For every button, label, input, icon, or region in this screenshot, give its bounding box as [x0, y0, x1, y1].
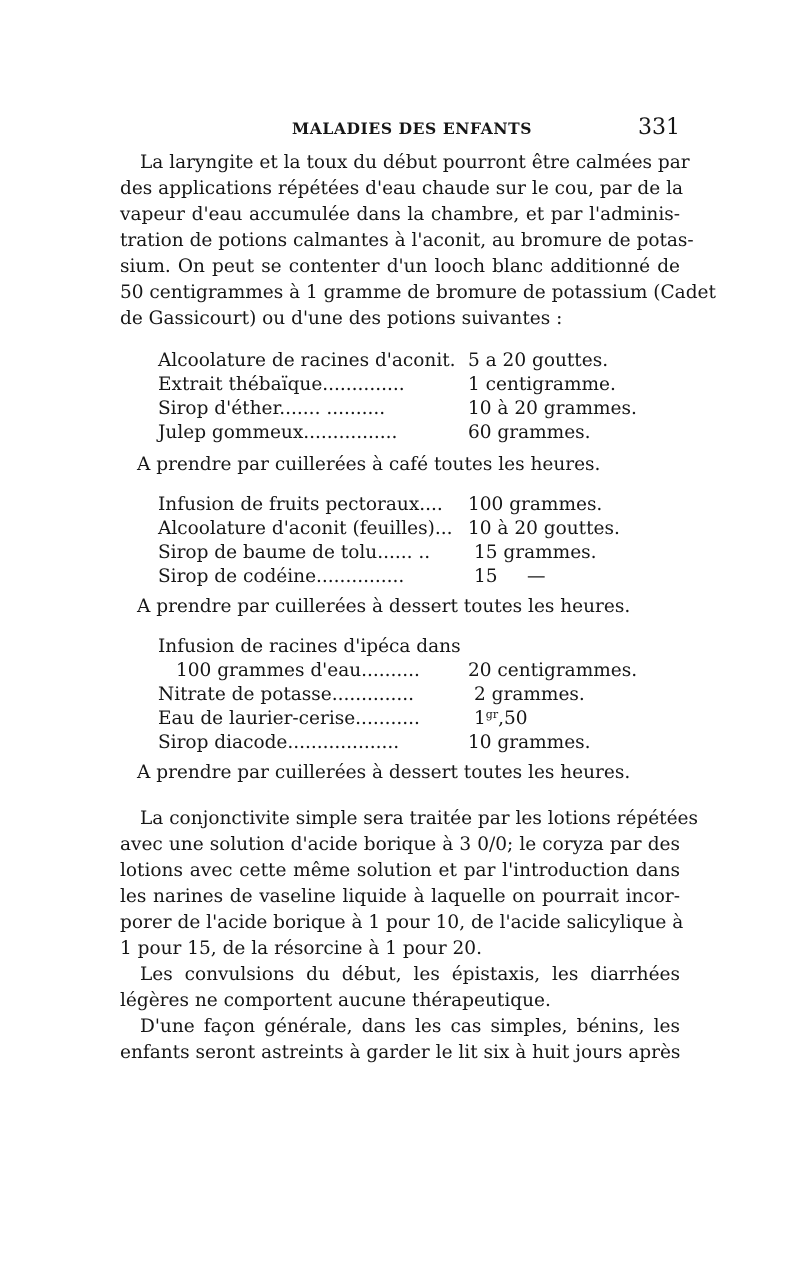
quantity: 10 à 20 grammes. [468, 398, 637, 419]
instruction-line: A prendre par cuillerées à dessert toutes les heures. [137, 762, 631, 783]
ingredient: Eau de laurier-cerise........... [158, 708, 420, 729]
text-line: D'une façon générale, dans les cas simples, bénins, les [140, 1016, 680, 1037]
quantity: 100 grammes. [468, 494, 603, 515]
text-line: 1 pour 15, de la résorcine à 1 pour 20. [120, 938, 482, 959]
ingredient: Infusion de racines d'ipéca dans [158, 636, 461, 657]
instruction-line: A prendre par cuillerées à café toutes les heures. [137, 454, 601, 475]
formula-aconit [158, 350, 658, 446]
formula-row [158, 708, 658, 732]
formula-row [158, 542, 658, 566]
running-title: MALADIES DES ENFANTS [292, 119, 533, 138]
formula-row [158, 350, 658, 374]
text-line: La conjonctivite simple sera traitée par les lotions répétées [140, 808, 698, 829]
formula-row [158, 660, 658, 684]
text-line: Les convulsions du début, les épistaxis, les diarrhées [140, 964, 680, 985]
ingredient: Alcoolature de racines d'aconit. [158, 350, 456, 371]
general-paragraph [120, 1014, 680, 1066]
text-line: légères ne comportent aucune thérapeutique. [120, 990, 551, 1011]
quantity: 2 grammes. [474, 684, 585, 705]
ingredient: 100 grammes d'eau.......... [176, 660, 420, 681]
page-header [120, 115, 680, 145]
quantity-tail: ,50 [498, 708, 528, 729]
quantity [474, 708, 528, 729]
formula-row [158, 636, 658, 660]
text-line: porer de l'acide borique à 1 pour 10, de l'acide salicylique à [120, 912, 684, 933]
text-line: sium. On peut se contenter d'un looch blanc additionné de [120, 256, 680, 277]
text-line: La laryngite et la toux du début pourront être calmées par [140, 152, 690, 173]
formula-row [158, 422, 658, 446]
quantity: 10 grammes. [468, 732, 591, 753]
quantity: 5 a 20 gouttes. [468, 350, 609, 371]
formula-row [158, 566, 658, 590]
formula-row [158, 518, 658, 542]
ingredient: Julep gommeux................ [158, 422, 398, 443]
page-number: 331 [638, 115, 680, 140]
quantity: 1 centigramme. [468, 374, 616, 395]
ingredient: Sirop diacode................... [158, 732, 400, 753]
ingredient: Extrait thébaïque.............. [158, 374, 405, 395]
quantity: 15 grammes. [474, 542, 597, 563]
ingredient: Sirop de baume de tolu...... .. [158, 542, 431, 563]
formula-ipeca [158, 636, 658, 756]
text-line: lotions avec cette même solution et par l'introduction dans [120, 860, 680, 881]
formula-row [158, 732, 658, 756]
quantity: 15 — [474, 566, 546, 587]
quantity: 20 centigrammes. [468, 660, 638, 681]
ingredient: Sirop de codéine............... [158, 566, 405, 587]
quantity: 10 à 20 gouttes. [468, 518, 620, 539]
text-line: les narines de vaseline liquide à laquelle on pourrait incor- [120, 886, 680, 907]
ingredient: Alcoolature d'aconit (feuilles)... [158, 518, 453, 539]
intro-paragraph [120, 150, 716, 332]
quantity-unit: gr [485, 708, 499, 721]
quantity: 60 grammes. [468, 422, 591, 443]
formula-row [158, 684, 658, 708]
formula-row [158, 494, 658, 518]
formula-row [158, 374, 658, 398]
ingredient: Infusion de fruits pectoraux.... [158, 494, 443, 515]
text-line: enfants seront astreints à garder le lit six à huit jours après [120, 1042, 681, 1063]
convulsions-paragraph [120, 962, 680, 1014]
text-line: 50 centigrammes à 1 gramme de bromure de potassium (Cadet [120, 282, 716, 303]
formula-row [158, 398, 658, 422]
ingredient: Nitrate de potasse.............. [158, 684, 415, 705]
text-line: avec une solution d'acide borique à 3 0/0; le coryza par des [120, 834, 680, 855]
ingredient: Sirop d'éther....... .......... [158, 398, 386, 419]
quantity-main: 1 [474, 708, 486, 729]
text-line: de Gassicourt) ou d'une des potions suivantes : [120, 308, 563, 329]
formula-pectoral [158, 494, 658, 590]
instruction-line: A prendre par cuillerées à dessert toutes les heures. [137, 596, 631, 617]
text-line: tration de potions calmantes à l'aconit, au bromure de potas- [120, 230, 694, 251]
conjonctivite-paragraph [120, 806, 698, 962]
text-line: des applications répétées d'eau chaude sur le cou, par de la [120, 178, 684, 199]
text-line: vapeur d'eau accumulée dans la chambre, et par l'adminis- [120, 204, 680, 225]
